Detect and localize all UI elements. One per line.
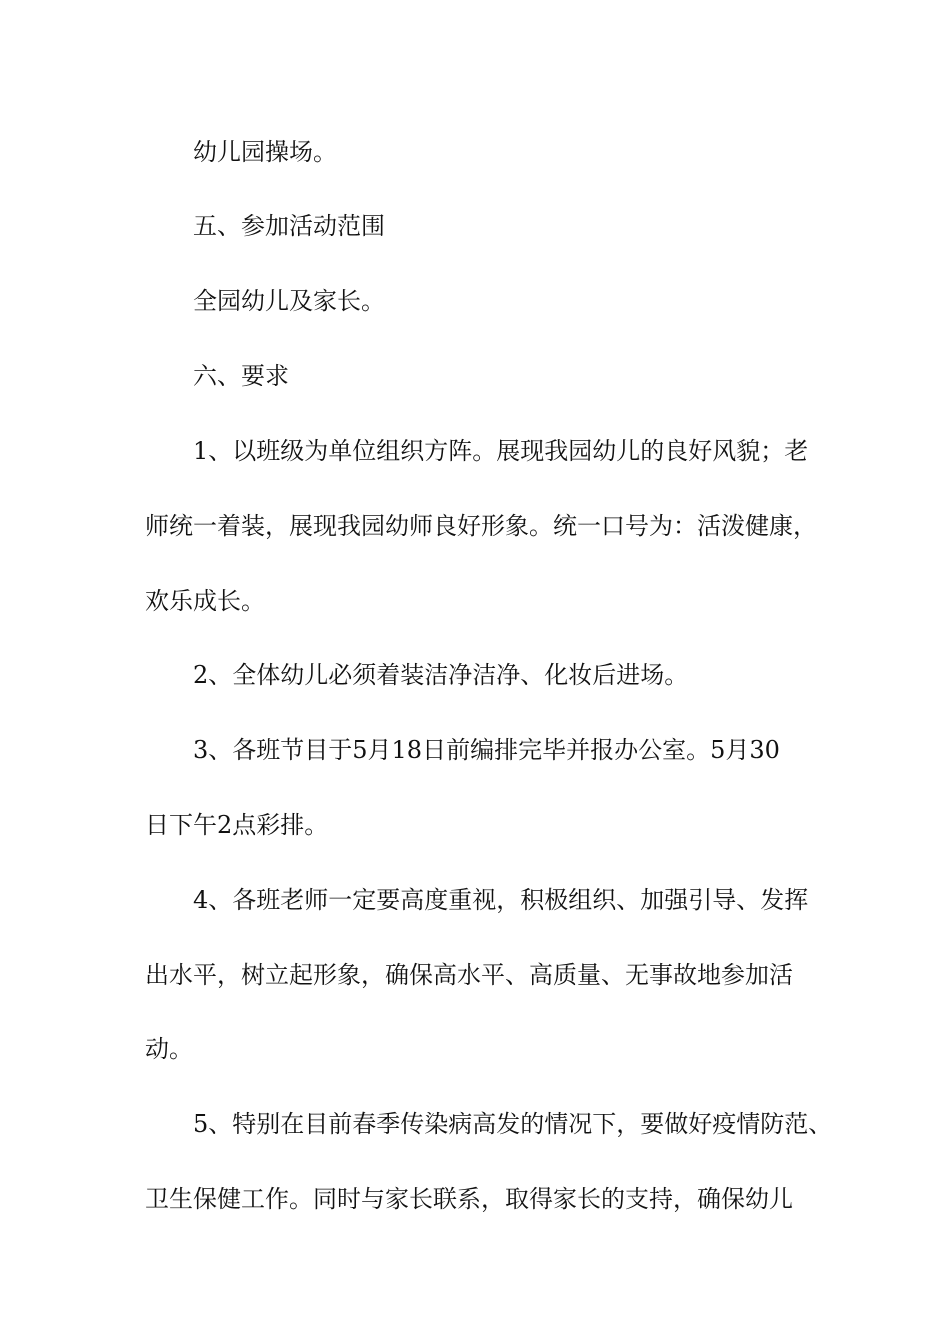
section-heading-requirements: 六、要求 bbox=[193, 362, 289, 390]
scope-text: 全园幼儿及家长。 bbox=[193, 287, 385, 315]
venue-text: 幼儿园操场。 bbox=[193, 138, 337, 166]
requirement-3-line-2: 日下午2点彩排。 bbox=[145, 811, 329, 839]
requirement-5-line-1: 5、特别在目前春季传染病高发的情况下，要做好疫情防范、 bbox=[193, 1110, 833, 1138]
requirement-1-line-1: 1、以班级为单位组织方阵。展现我园幼儿的良好风貌；老 bbox=[193, 437, 809, 465]
requirement-3-line-1: 3、各班节目于5月18日前编排完毕并报办公室。5月30 bbox=[193, 736, 780, 764]
requirement-4-line-3: 动。 bbox=[145, 1035, 193, 1063]
requirement-1-line-2: 师统一着装，展现我园幼师良好形象。统一口号为：活泼健康， bbox=[145, 512, 817, 540]
requirement-5-line-2: 卫生保健工作。同时与家长联系，取得家长的支持，确保幼儿 bbox=[145, 1185, 793, 1213]
requirement-4-line-1: 4、各班老师一定要高度重视，积极组织、加强引导、发挥 bbox=[193, 886, 809, 914]
requirement-2-line-1: 2、全体幼儿必须着装洁净洁净、化妆后进场。 bbox=[193, 661, 689, 689]
section-heading-scope: 五、参加活动范围 bbox=[193, 212, 385, 240]
requirement-1-line-3: 欢乐成长。 bbox=[145, 587, 265, 615]
requirement-4-line-2: 出水平，树立起形象，确保高水平、高质量、无事故地参加活 bbox=[145, 961, 793, 989]
